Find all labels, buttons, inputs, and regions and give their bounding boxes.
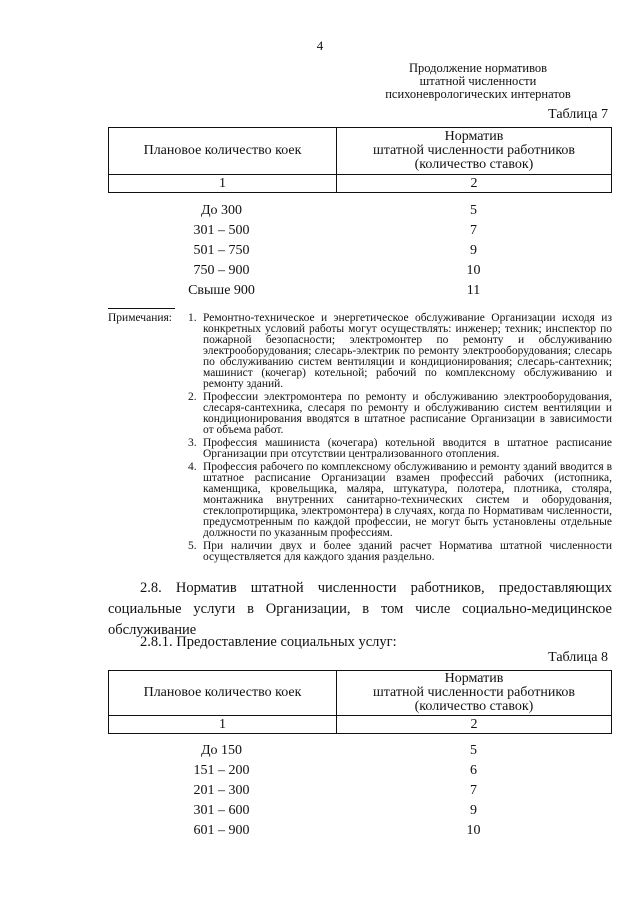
- beds-cell: 750 – 900: [193, 263, 250, 278]
- table-row: [108, 761, 612, 781]
- rate-cell: 6: [470, 763, 477, 778]
- rate-cell: 9: [470, 243, 477, 258]
- continuation-header-line: Продолжение нормативов: [408, 61, 548, 75]
- note-item: [108, 541, 612, 563]
- note-text: Ремонтно-техническое и энергетическое обслуживание Организации исходя из конкретных условий работы могут осуществлять: инженер; техник; инспектор по пожарной безопасности; электромонтер по ремонту и обслуживанию электрооборудования; слесарь-электрик по ремонту электрооборудования; слесарь по обслуживанию систем вентиляции и кондиционирования; слесарь-сантехник; машинист (кочегар) котельной; рабочий по комплексному обслуживанию и ремонту зданий.: [203, 312, 612, 390]
- continuation-header: [348, 62, 608, 101]
- note-text: При наличии двух и более зданий расчет Норматива штатной численности осуществляется для каждого здания раздельно.: [203, 540, 612, 563]
- note-item: [108, 462, 612, 539]
- beds-cell: 201 – 300: [193, 783, 250, 798]
- table-row: [108, 201, 612, 221]
- table7-col2-header-line: штатной численности работников: [372, 143, 576, 158]
- table8-col2-number: 2: [337, 716, 612, 734]
- beds-cell: До 300: [200, 203, 243, 218]
- beds-cell: 301 – 500: [193, 223, 250, 238]
- note-number: 4.: [188, 461, 197, 473]
- table-row: [108, 241, 612, 261]
- note-text: Профессии электромонтера по ремонту и обслуживанию электрооборудования, слесаря-сантехника, слесаря по ремонту и обслуживанию систем вентиляции и кондиционирования вводятся в штатное расписание Организации в зависимости от объема работ.: [203, 391, 612, 436]
- table8-col2-header: [337, 671, 612, 716]
- table8-col1-number: 1: [109, 716, 337, 734]
- table-row: [108, 821, 612, 841]
- section-2-8-1: 2.8.1. Предоставление социальных услуг:: [140, 634, 397, 650]
- table7-col1-header: Плановое количество коек: [109, 128, 337, 175]
- note-text: Профессия рабочего по комплексному обслуживанию и ремонту зданий вводится в штатное расписание Организации взамен профессий рабочих (истопника, каменщика, кровельщика, маляра, штукатура, полотера, плотника, столяра, монтажника внутренних санитарно-технических систем и оборудования, стеклопротирщика, электромонтера) в случаях, когда по Нормативам численности, предусмотренным по каждой профессии, не могут быть установлены отдельные должности по указанным профессиям.: [203, 461, 612, 539]
- note-item: [108, 313, 612, 390]
- table8-header: [108, 670, 612, 734]
- rate-cell: 5: [470, 203, 477, 218]
- beds-cell: 151 – 200: [193, 763, 250, 778]
- table8-col2-header-line: штатной численности работников: [372, 685, 576, 700]
- note-item: [108, 438, 612, 460]
- beds-cell: 501 – 750: [193, 243, 250, 258]
- table7-col2-header: [337, 128, 612, 175]
- table8-label: Таблица 8: [548, 650, 608, 665]
- beds-cell: 301 – 600: [193, 803, 250, 818]
- notes-label: Примечания:: [108, 312, 172, 324]
- note-number: 1.: [188, 312, 197, 324]
- table7-label: Таблица 7: [548, 107, 608, 122]
- rate-cell: 5: [470, 743, 477, 758]
- note-number: 5.: [188, 540, 197, 552]
- table7-col2-header-line: Норматив: [444, 129, 504, 144]
- table-row: [108, 741, 612, 761]
- table-row: [108, 281, 612, 301]
- rate-cell: 9: [470, 803, 477, 818]
- table7-col1-number: 1: [109, 175, 337, 193]
- table-row: [108, 261, 612, 281]
- continuation-header-line: психоневрологических интернатов: [385, 87, 571, 101]
- table-row: [108, 221, 612, 241]
- rate-cell: 10: [466, 823, 481, 838]
- table7-body: [108, 201, 612, 301]
- note-text: Профессия машиниста (кочегара) котельной вводится в штатное расписание Организации при отсутствии централизованного отопления.: [203, 437, 612, 460]
- rate-cell: 7: [470, 223, 477, 238]
- note-item: [108, 392, 612, 436]
- note-number: 2.: [188, 391, 197, 403]
- rate-cell: 11: [466, 283, 481, 298]
- beds-cell: 601 – 900: [193, 823, 250, 838]
- table7-col2-header-line: (количество ставок): [414, 157, 534, 172]
- page-number: 4: [316, 38, 324, 53]
- notes-block: [108, 313, 612, 565]
- rate-cell: 10: [466, 263, 481, 278]
- table7-col2-number: 2: [337, 175, 612, 193]
- section-2-8: 2.8. Норматив штатной численности работников, предоставляющих социальные услуги в Организации, в том числе социально-медицинское обслуживание: [108, 580, 612, 638]
- table8-col2-header-line: (количество ставок): [414, 699, 534, 714]
- rate-cell: 7: [470, 783, 477, 798]
- table7-header: [108, 127, 612, 193]
- beds-cell: До 150: [200, 743, 243, 758]
- table-row: [108, 781, 612, 801]
- table8-body: [108, 741, 612, 841]
- note-number: 3.: [188, 437, 197, 449]
- table-row: [108, 801, 612, 821]
- beds-cell: Свыше 900: [188, 283, 255, 298]
- table8-col1-header: Плановое количество коек: [109, 671, 337, 716]
- footnote-divider: [108, 308, 175, 309]
- continuation-header-line: штатной численности: [419, 74, 537, 88]
- table8-col2-header-line: Норматив: [444, 671, 504, 686]
